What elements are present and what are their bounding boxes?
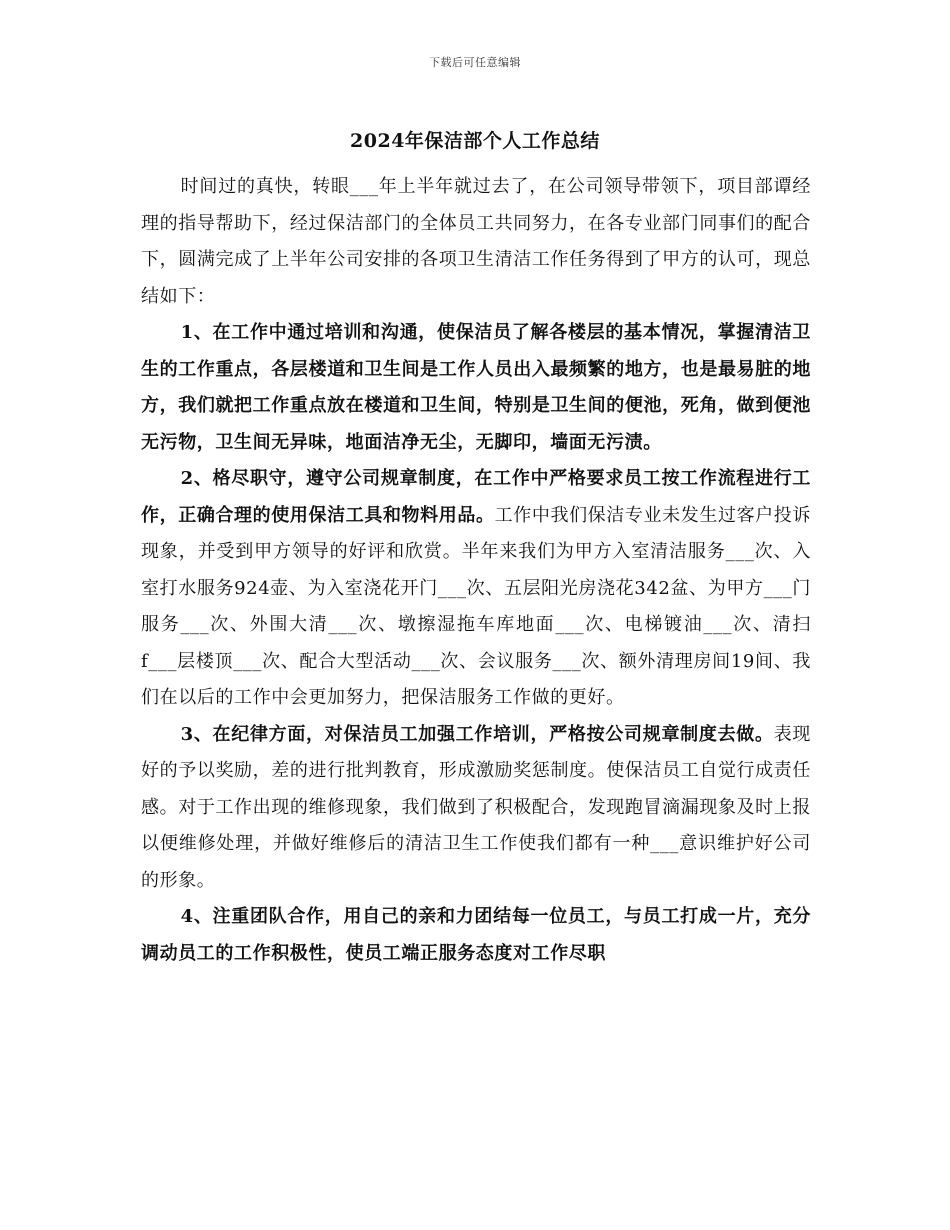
paragraph-bold-text: 3、在纪律方面，对保洁员工加强工作培训，严格按公司规章制度去做。 xyxy=(180,723,774,745)
paragraph-item-4 xyxy=(141,899,811,972)
paragraph-text: 工作中我们保洁专业未发生过客户投诉现象，并受到甲方领导的好评和欣赏。半年来我们为甲方入室清洁服务___次、入室打水服务924壶、为入室浇花开门___次、五层阳光房浇花342盆、为甲方___门服务___次、外围大清___次、墩擦湿拖车库地面___次、电梯镀油___次、清扫f___层楼顶___次、配合大型活动___次、会议服务___次、额外清理房间19间、我们在以后的工作中会更加努力，把保洁服务工作做的更好。 xyxy=(141,504,812,708)
paragraph-item-3 xyxy=(141,717,811,900)
paragraph-item-2 xyxy=(141,461,811,717)
paragraph-bold-text: 1、在工作中通过培训和沟通，使保洁员了解各楼层的基本情况，掌握清洁卫生的工作重点，各层楼道和卫生间是工作人员出入最频繁的地方，也是最易脏的地方，我们就把工作重点放在楼道和卫生间，特别是卫生间的便池，死角，做到便池无污物，卫生间无异味，地面洁净无尘，无脚印，墙面无污渍。 xyxy=(141,322,811,453)
document-body xyxy=(141,169,811,972)
paragraph-item-1 xyxy=(141,315,811,461)
paragraph-bold-text: 2、格尽职守，遵守公司规章制度，在工作中严格要求员工按工作流程进行工作，正确合理的使用保洁工具和物料用品。 xyxy=(141,468,811,526)
document-title: 2024年保洁部个人工作总结 xyxy=(350,130,600,152)
paragraph-text: 表现好的予以奖励，差的进行批判教育，形成激励奖惩制度。使保洁员工自觉行成责任感。对于工作出现的维修现象，我们做到了积极配合，发现跑冒滴漏现象及时上报以便维修处理，并做好维修后的清洁卫生工作使我们都有一种___意识维护好公司的形象。 xyxy=(141,723,811,891)
header-note: 下载后可任意编辑 xyxy=(429,56,521,69)
paragraph-intro xyxy=(141,169,811,315)
paragraph-text: 时间过的真快，转眼___年上半年就过去了，在公司领导带领下，项目部谭经理的指导帮助下，经过保洁部门的全体员工共同努力，在各专业部门同事们的配合下，圆满完成了上半年公司安排的各项卫生清洁工作任务得到了甲方的认可，现总结如下： xyxy=(141,176,811,307)
paragraph-bold-text: 4、注重团队合作，用自己的亲和力团结每一位员工，与员工打成一片，充分调动员工的工作积极性，使员工端正服务态度对工作尽职 xyxy=(141,906,811,964)
